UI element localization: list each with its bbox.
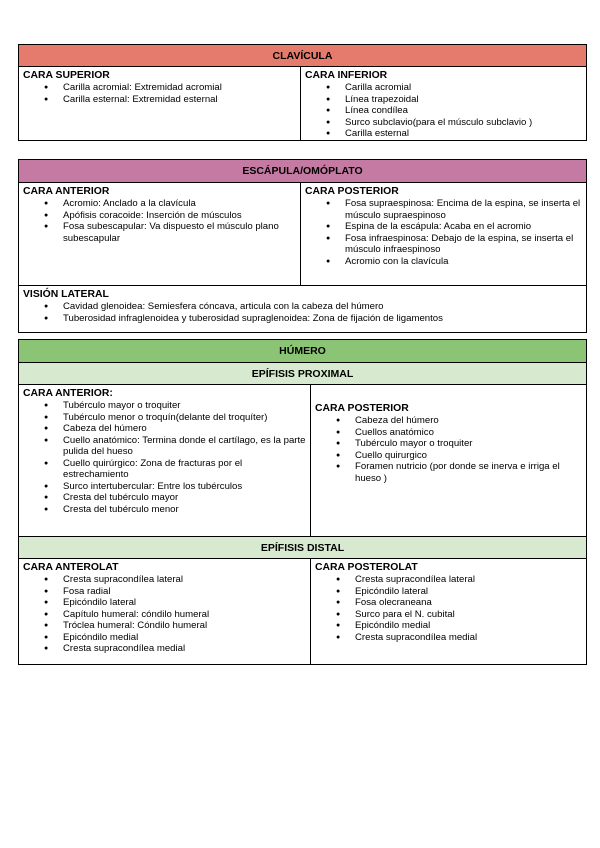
humero-table [18,339,587,665]
list-item: ● Surco intertubercular: Entre los tubérculos [63,481,306,493]
item-list [305,82,582,140]
list-item: ● Tubérculo mayor o troquiter [355,438,582,450]
list-item: ● Cavidad glenoidea: Semiesfera cóncava, articula con la cabeza del húmero [63,301,582,313]
list-item: ● Tuberosidad infraglenoidea y tuberosidad supraglenoidea: Zona de fijación de ligamentos [63,313,582,325]
distal-row [19,559,586,664]
list-item: ● Carilla esternal: Extremidad esternal [63,94,296,106]
list-item: ● Acromio: Anclado a la clavícula [63,198,296,210]
list-item: ● Fosa infraespinosa: Debajo de la espina, se inserta el músculo infraespinoso [345,233,582,256]
list-item: ● Carilla esternal [345,128,582,140]
escapula-row [19,183,586,286]
humero-header: HÚMERO [19,340,586,363]
item-list [23,301,582,324]
list-item: ● Epicóndilo medial [355,620,582,632]
list-item: ● Cabeza del húmero [63,423,306,435]
list-item: ● Cuellos anatómico [355,427,582,439]
escapula-lateral-row [19,286,586,332]
list-item: ● Cresta supracondílea lateral [355,574,582,586]
distal-anterolat-cell [19,559,310,664]
section-title: CARA ANTERIOR [23,186,110,197]
list-item: ● Línea trapezoidal [345,94,582,106]
list-item: ● Cresta del tubérculo mayor [63,492,306,504]
section-title: CARA INFERIOR [305,70,388,81]
list-item: ● Cuello quirurgico [355,450,582,462]
section-title: CARA SUPERIOR [23,70,110,81]
proximal-posterior-cell [310,385,586,536]
list-item: ● Acromio con la clavícula [345,256,582,268]
list-item: ● Tubérculo menor o troquín(delante del troquíter) [63,412,306,424]
list-item: ● Fosa olecraneana [355,597,582,609]
list-item: ● Epicóndilo medial [63,632,306,644]
section-title: CARA POSTERIOR [315,403,409,414]
list-item: ● Cresta supracondílea medial [63,643,306,655]
list-item: ● Tróclea humeral: Cóndilo humeral [63,620,306,632]
section-title: CARA ANTEROLAT [23,562,119,573]
list-item: ● Cuello quirúrgico: Zona de fracturas por el estrechamiento [63,458,306,481]
item-list [315,415,582,484]
list-item: ● Cuello anatómico: Termina donde el cartílago, es la parte pulida del hueso [63,435,306,458]
proximal-header: EPÍFISIS PROXIMAL [19,363,586,385]
section-title: CARA POSTEROLAT [315,562,418,573]
list-item: ● Apófisis coracoide: Inserción de músculos [63,210,296,222]
item-list [23,574,306,655]
item-list [23,198,296,244]
clavicula-header: CLAVÍCULA [19,45,586,67]
list-item: ● Epicóndilo lateral [355,586,582,598]
escapula-anterior-cell [19,183,300,285]
section-title: CARA ANTERIOR: [23,388,113,399]
list-item: ● Línea condílea [345,105,582,117]
clavicula-table [18,44,587,141]
list-item: ● Tubérculo mayor o troquiter [63,400,306,412]
list-item: ● Cresta supracondílea medial [355,632,582,644]
proximal-anterior-cell [19,385,310,536]
list-item: ● Foramen nutricio (por donde se inerva e irriga el hueso ) [355,461,582,484]
list-item: ● Fosa radial [63,586,306,598]
list-item: ● Epicóndilo lateral [63,597,306,609]
escapula-lateral-cell [19,286,586,332]
escapula-header: ESCÁPULA/OMÓPLATO [19,160,586,183]
item-list [23,82,296,105]
section-title: CARA POSTERIOR [305,186,399,197]
item-list [305,198,582,267]
item-list [23,400,306,515]
section-title: VISIÓN LATERAL [23,289,109,300]
list-item: ● Surco subclavio(para el músculo subclavio ) [345,117,582,129]
distal-posterolat-cell [310,559,586,664]
list-item: ● Cabeza del húmero [355,415,582,427]
list-item: ● Surco para el N. cubital [355,609,582,621]
list-item: ● Carilla acromial [345,82,582,94]
list-item: ● Capítulo humeral: cóndilo humeral [63,609,306,621]
clavicula-inferior-cell [300,67,586,140]
item-list [315,574,582,643]
list-item: ● Cresta supracondílea lateral [63,574,306,586]
list-item: ● Carilla acromial: Extremidad acromial [63,82,296,94]
proximal-row [19,385,586,537]
distal-header: EPÍFISIS DISTAL [19,537,586,559]
list-item: ● Cresta del tubérculo menor [63,504,306,516]
clavicula-superior-cell [19,67,300,140]
clavicula-row [19,67,586,140]
list-item: ● Espina de la escápula: Acaba en el acromio [345,221,582,233]
escapula-table [18,159,587,333]
list-item: ● Fosa subescapular: Va dispuesto el músculo plano subescapular [63,221,296,244]
escapula-posterior-cell [300,183,586,285]
list-item: ● Fosa supraespinosa: Encima de la espina, se inserta el músculo supraespinoso [345,198,582,221]
